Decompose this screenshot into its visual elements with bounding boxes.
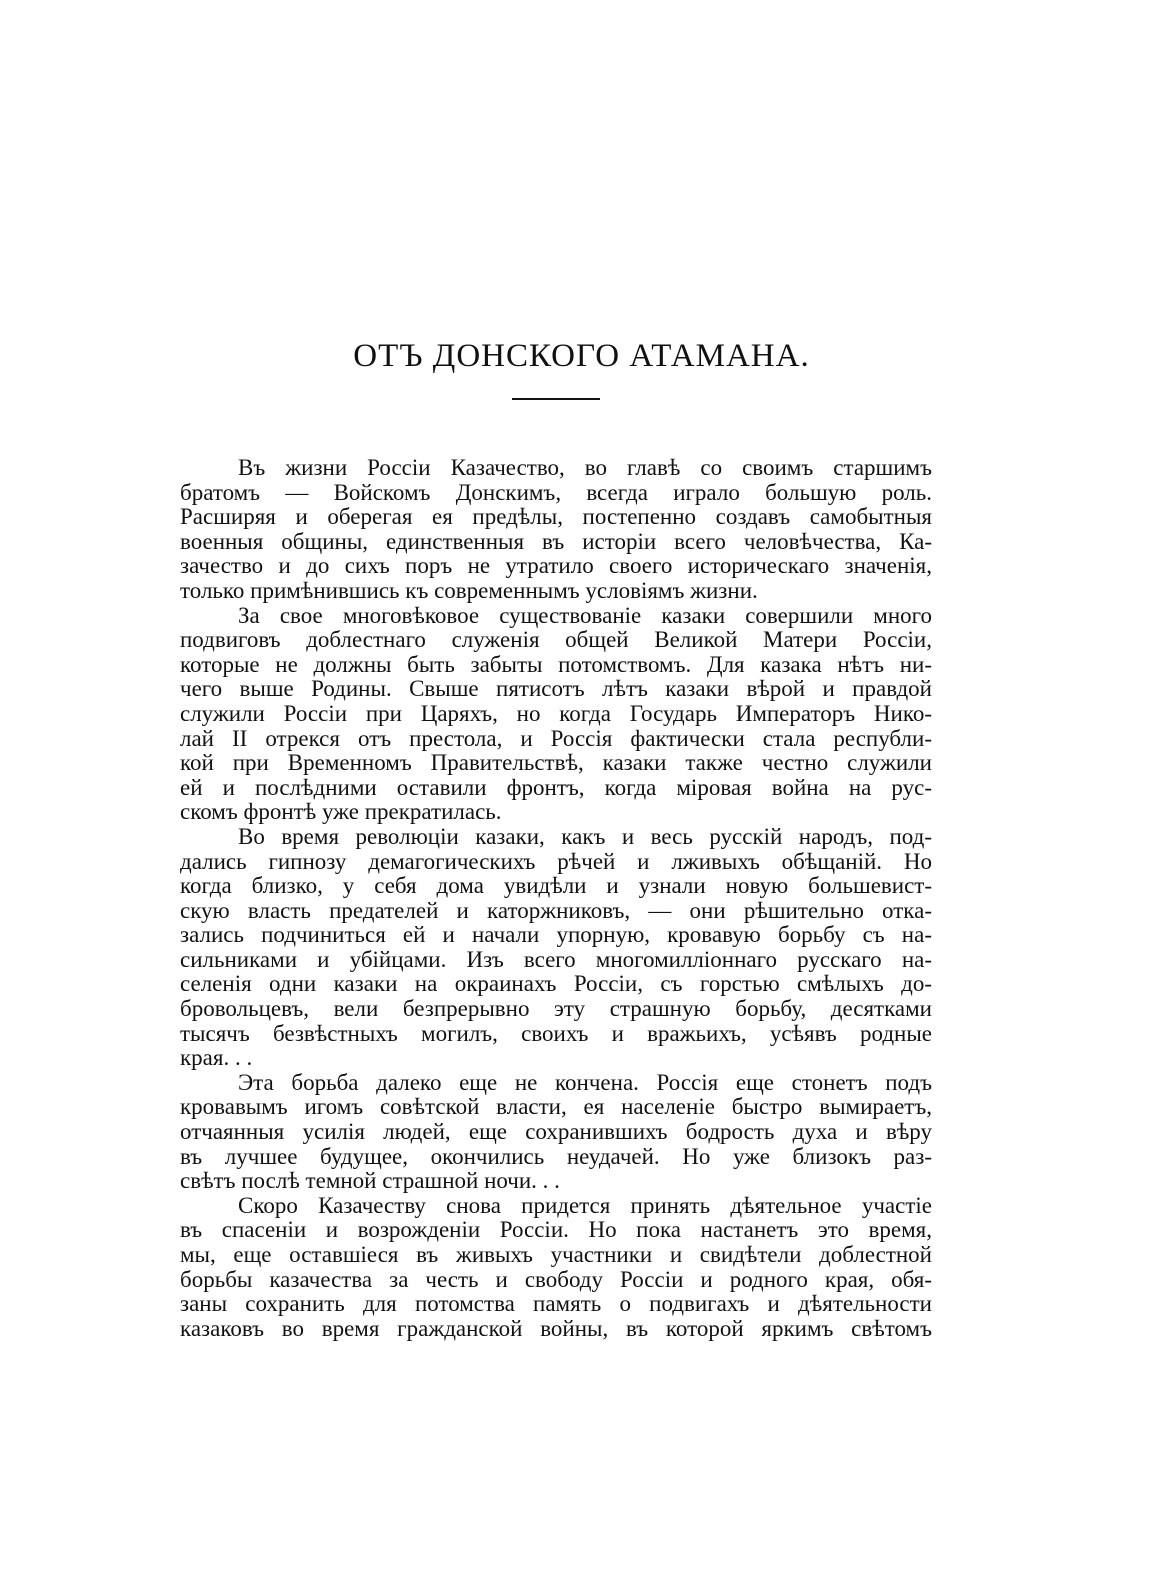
text-line: кой при Временномъ Правительствѣ, казаки также честно служили xyxy=(180,750,932,776)
text-line: чего выше Родины. Свыше пятисотъ лѣтъ казаки вѣрой и правдой xyxy=(180,676,932,702)
text-line: которые не должны быть забыты потомствомъ. Для казака нѣтъ ни- xyxy=(180,651,932,677)
text-line: За свое многовѣковое существованіе казаки совершили много xyxy=(238,602,932,628)
text-line: въ лучшее будущее, окончились неудачей. Но уже близокъ раз- xyxy=(180,1143,932,1169)
text-line: отчаянныя усилія людей, еще сохранившихъ бодрость духа и вѣру xyxy=(180,1119,932,1145)
text-line: казаковъ во время гражданской войны, въ которой яркимъ свѣтомъ xyxy=(180,1315,932,1341)
text-line: кровавымъ игомъ совѣтской власти, ея населеніе быстро вымираетъ, xyxy=(180,1094,932,1120)
text-line: зались подчиниться ей и начали упорную, кровавую борьбу съ на- xyxy=(180,922,932,948)
title-divider xyxy=(512,398,600,400)
text-line: Во время революціи казаки, какъ и весь русскій народъ, под- xyxy=(238,823,932,849)
text-line: бровольцевъ, вели безпрерывно эту страшную борьбу, десятками xyxy=(180,996,932,1022)
text-line: когда близко, у себя дома увидѣли и узнали новую большевист- xyxy=(180,873,932,899)
text-line: края. . . xyxy=(180,1045,253,1071)
body-text xyxy=(180,456,932,1341)
text-line: мы, еще оставшіеся въ живыхъ участники и свидѣтели доблестной xyxy=(180,1242,932,1267)
text-line: только примѣнившись къ современнымъ условіямъ жизни. xyxy=(180,577,758,603)
text-line: борьбы казачества за честь и свободу Россіи и родного края, обя- xyxy=(180,1266,932,1292)
text-line: скую власть предателей и каторжниковъ, — они рѣшительно отка- xyxy=(180,897,932,923)
text-line: служили Россіи при Царяхъ, но когда Государь Императоръ Нико- xyxy=(180,700,932,726)
text-line: дались гипнозу демагогическихъ рѣчей и лживыхъ обѣщаній. Но xyxy=(180,848,932,874)
text-line: селенія одни казаки на окраинахъ Россіи, съ горстью смѣлыхъ до- xyxy=(180,971,932,997)
text-line: подвиговъ доблестнаго служенія общей Великой Матери Россіи, xyxy=(180,627,932,653)
text-line: военныя общины, единственныя въ исторіи всего человѣчества, Ка- xyxy=(180,528,932,554)
text-line: Въ жизни Россіи Казачество, во главѣ со своимъ старшимъ xyxy=(238,455,932,480)
text-line: тысячъ безвѣстныхъ могилъ, своихъ и вражьихъ, усѣявъ родные xyxy=(180,1020,932,1046)
text-line: Скоро Казачеству снова придется принять дѣятельное участіе xyxy=(238,1192,932,1218)
page-title: ОТЪ ДОНСКОГО АТАМАНА. xyxy=(353,338,810,374)
text-line: лай II отрекся отъ престола, и Россія фактически стала республи- xyxy=(180,725,932,751)
text-line: Расширяя и оберегая ея предѣлы, постепенно создавъ самобытныя xyxy=(180,504,932,530)
text-line: скомъ фронтѣ уже прекратилась. xyxy=(180,799,502,825)
text-line: ей и послѣдними оставили фронтъ, когда міровая война на рус- xyxy=(180,774,932,800)
text-line: братомъ — Войскомъ Донскимъ, всегда играло большую роль. xyxy=(180,479,932,505)
text-line: сильниками и убійцами. Изъ всего многомилліоннаго русскаго на- xyxy=(180,946,932,972)
text-line: въ спасеніи и возрожденіи Россіи. Но пока настанетъ это время, xyxy=(180,1217,932,1243)
text-line: зачество и до сихъ поръ не утратило своего историческаго значенія, xyxy=(180,553,932,579)
text-line: заны сохранить для потомства память о подвигахъ и дѣятельности xyxy=(180,1291,932,1317)
text-line: Эта борьба далеко еще не кончена. Россія еще стонетъ подъ xyxy=(238,1069,932,1095)
text-line: свѣтъ послѣ темной страшной ночи. . . xyxy=(180,1168,560,1194)
